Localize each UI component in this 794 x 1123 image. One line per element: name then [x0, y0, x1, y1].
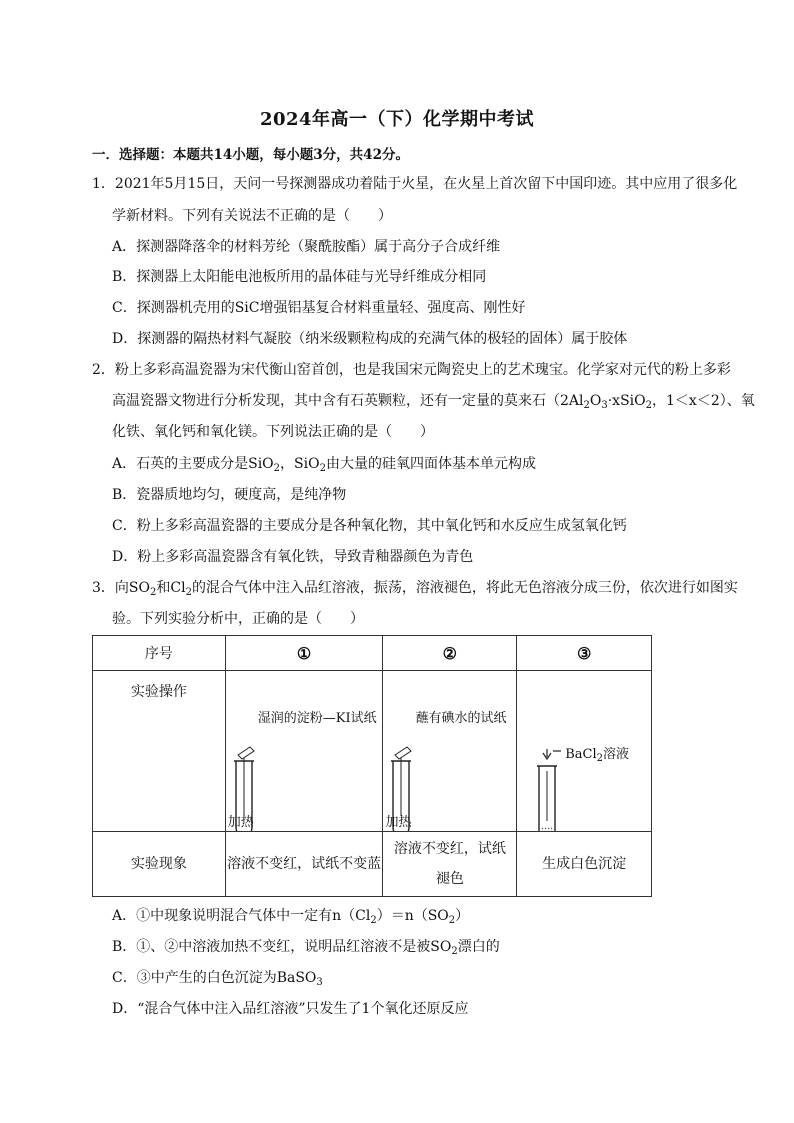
exam-title: 2024年高一（下）化学期中考试 [259, 109, 535, 130]
q1-option-d: D．探测器的隔热材料气凝胶（纳米级颗粒构成的充满气体的极轻的固体）属于胶体 [112, 331, 628, 347]
q2-stem-line1: 2．粉上多彩高温瓷器为宋代衡山窑首创，也是我国宋元陶瓷史上的艺术瑰宝。化学家对元代的粉上多彩 [92, 362, 731, 378]
operation-label: 实验操作 [130, 684, 187, 700]
header-exp2: ② [383, 636, 517, 671]
apparatus-1 [226, 671, 383, 831]
dropper-arrow-icon [543, 749, 551, 759]
q3-option-b: B．①、②中溶液加热不变红，说明品红溶液不是被$SO_2$漂白的 [112, 939, 500, 957]
operation-label-cell [93, 671, 226, 832]
test-tube-2-drawing [383, 671, 517, 831]
q2-option-a: A．石英的主要成分是SiO$_2$，SiO$_2$由大量的硅氧四面体基本单元构成 [112, 456, 536, 474]
q1-stem-line1: 1．2021年5月15日，天问一号探测器成功着陆于火星，在火星上首次留下中国印迹。其中应用了很多化 [92, 176, 738, 192]
q2-option-c: C．粉上多彩高温瓷器的主要成分是各种氧化物，其中氧化钙和水反应生成氢氧化钙 [112, 518, 627, 534]
observation-3: 生成白色沉淀 [517, 832, 652, 897]
q1-stem-line2: 学新材料。下列有关说法不正确的是（ ） [112, 208, 392, 224]
q3-option-d: D．“混合气体中注入品红溶液”只发生了1个氧化还原反应 [112, 1001, 469, 1017]
q3-option-c: C．③中产生的白色沉淀为BaSO$_3$ [112, 970, 323, 988]
heat-label-2: 加热 [385, 815, 412, 830]
operation-cell-2 [383, 671, 517, 832]
q1-option-b: B．探测器上太阳能电池板所用的晶体硅与光导纤维成分相同 [112, 269, 487, 285]
experiment-table [92, 635, 652, 897]
table-header-row [93, 636, 652, 671]
q3-option-a: A．①中现象说明混合气体中一定有$n(Cl_2)=n(SO_2)$ [112, 908, 470, 926]
operation-cell-1 [225, 671, 383, 832]
test-tube-1-drawing [226, 671, 384, 831]
q2-option-d: D．粉上多彩高温瓷器含有氧化铁，导致青釉器颜色为青色 [112, 549, 474, 565]
observation-2: 溶液不变红，试纸褪色 [383, 832, 517, 897]
operation-cell-3 [517, 671, 652, 832]
reagent-label-3: BaCl$_2$溶液 [565, 747, 630, 764]
heat-label-1: 加热 [227, 815, 254, 830]
section-heading: 一．选择题：本题共14小题，每小题3分，共42分。 [92, 147, 409, 163]
q3-stem-line1: 3．向$SO_2$和$Cl_2$的混合气体中注入品红溶液，振荡，溶液褪色，将此无色溶液分成三份，依次进行如图实 [92, 580, 738, 598]
header-exp1: ① [225, 636, 383, 671]
observation-label: 实验现象 [93, 832, 226, 897]
q3-stem-line2: 验。下列实验分析中，正确的是（ ） [112, 611, 364, 627]
observation-1: 溶液不变红，试纸不变蓝 [225, 832, 383, 897]
apparatus-3 [517, 671, 651, 831]
q2-stem-line3: 化铁、氧化钙和氧化镁。下列说法正确的是（ ） [112, 424, 434, 440]
q1-option-c: C．探测器机壳用的SiC增强铝基复合材料重量轻、强度高、刚性好 [112, 300, 526, 316]
q2-option-b: B．瓷器质地均匀，硬度高，是纯净物 [112, 487, 347, 503]
header-exp3: ③ [517, 636, 652, 671]
paper-label-1: 湿润的淀粉—KI试纸 [257, 711, 377, 726]
table-operation-row [93, 671, 652, 832]
paper-label-2: 蘸有碘水的试纸 [415, 711, 507, 726]
apparatus-2 [383, 671, 516, 831]
q1-option-a: A．探测器降落伞的材料芳纶（聚酰胺酯）属于高分子合成纤维 [112, 239, 501, 255]
table-observation-row [93, 832, 652, 897]
q2-stem-line2: 高温瓷器文物进行分析发现，其中含有石英颗粒，还有一定量的莫来石（$2Al_2O_3\cdot xSiO_2$，1＜x＜2）、氧 [112, 393, 755, 411]
header-seq: 序号 [93, 636, 226, 671]
